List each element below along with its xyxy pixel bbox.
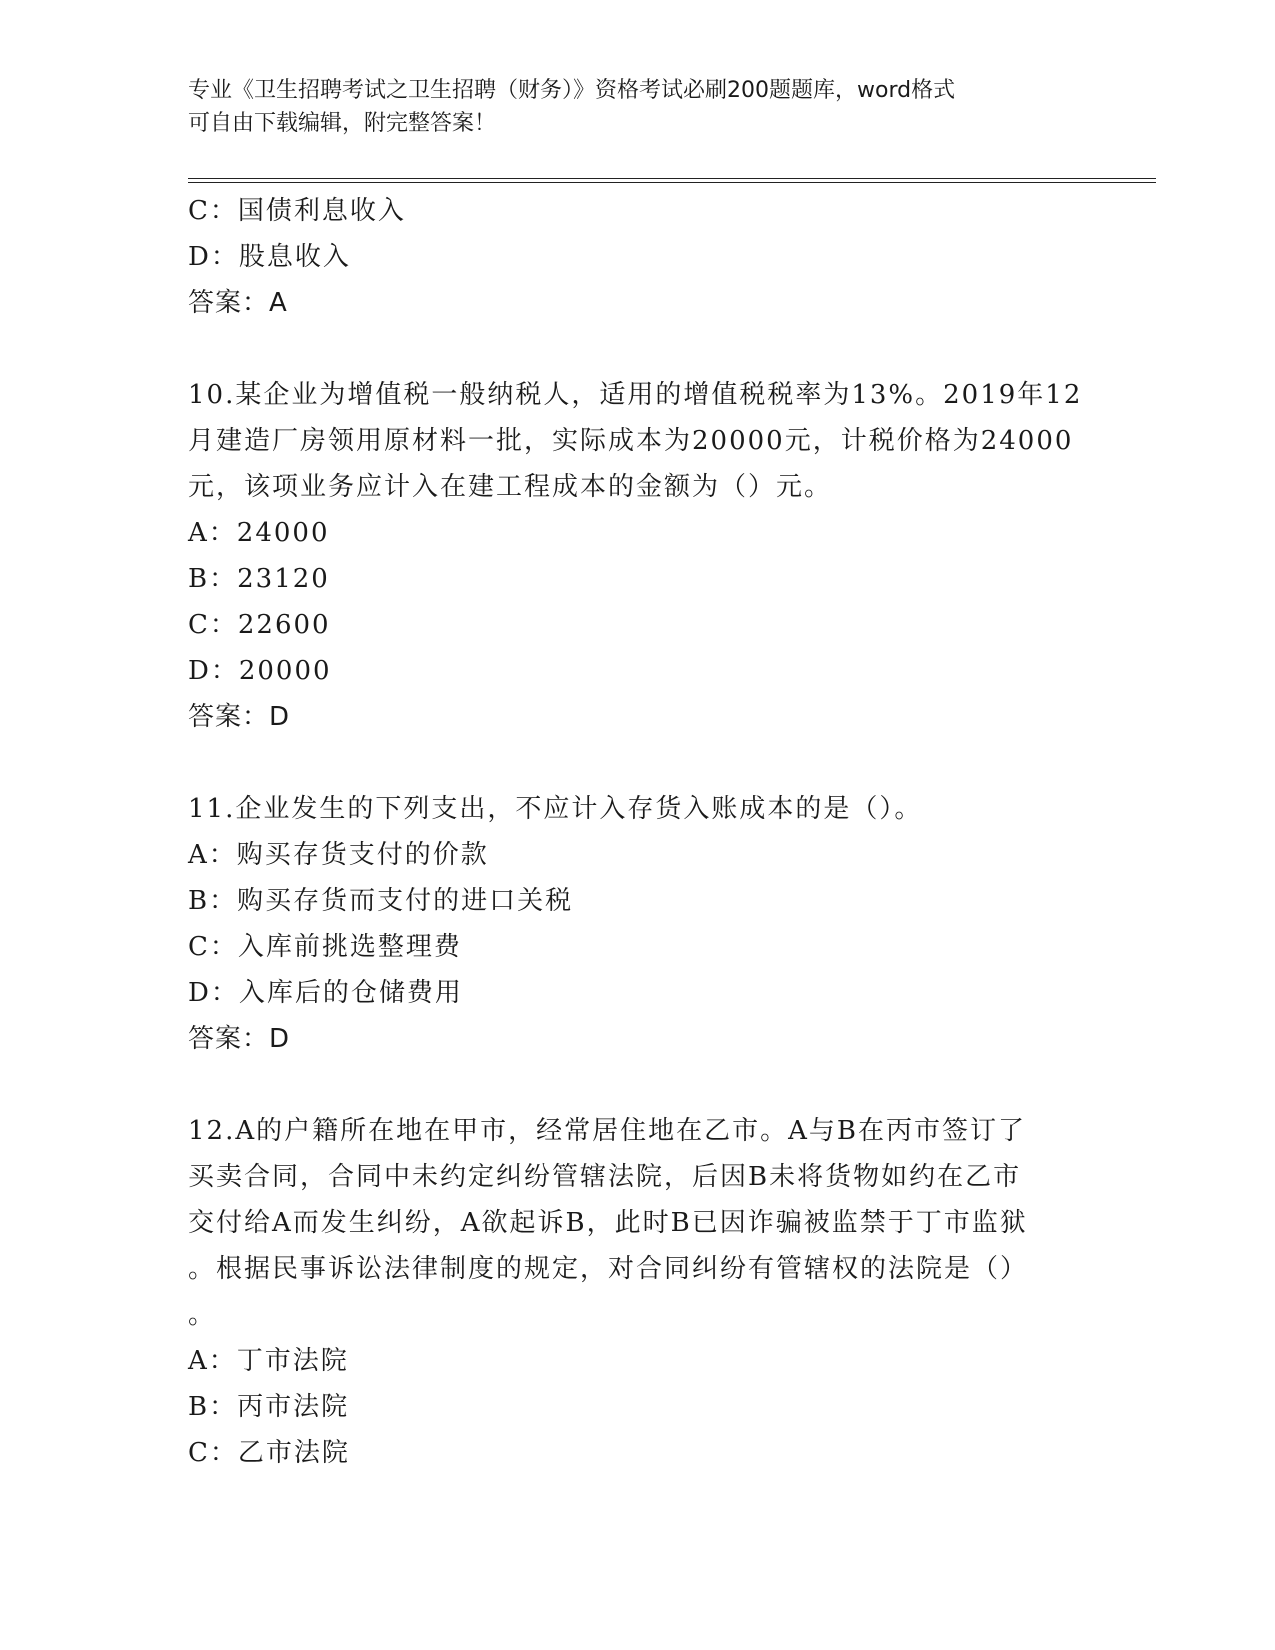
question-stem-line: 月建造厂房领用原材料一批，实际成本为20000元，计税价格为24000	[188, 426, 1074, 456]
option-a: A：丁市法院	[188, 1346, 349, 1376]
header-line-1: 专业《卫生招聘考试之卫生招聘（财务）》资格考试必刷200题题库，word格式	[188, 78, 956, 103]
answer-line: 答案：D	[188, 1024, 291, 1054]
option-c: C：22600	[188, 610, 331, 640]
question-stem-line: 。根据民事诉讼法律制度的规定，对合同纠纷有管辖权的法院是（）	[188, 1254, 1029, 1284]
question-10	[188, 372, 1088, 740]
question-stem-line: 12.A的户籍所在地在甲市，经常居住地在乙市。A与B在丙市签订了	[188, 1116, 1027, 1146]
option-b: B：23120	[188, 564, 330, 594]
question-content	[188, 188, 1088, 1476]
question-stem-line: 交付给A而发生纠纷，A欲起诉B，此时B已因诈骗被监禁于丁市监狱	[188, 1208, 1028, 1238]
answer-line: 答案：A	[188, 288, 288, 318]
answer-line: 答案：D	[188, 702, 291, 732]
prev-question	[188, 188, 1088, 326]
option-d: D：入库后的仓储费用	[188, 978, 463, 1008]
option-c: C：国债利息收入	[188, 196, 406, 226]
spacer	[188, 326, 1088, 372]
option-d: D：20000	[188, 656, 332, 686]
option-a: A：24000	[188, 518, 330, 548]
question-12	[188, 1108, 1088, 1476]
spacer	[188, 740, 1088, 786]
question-stem-line: 11.企业发生的下列支出，不应计入存货入账成本的是（）。	[188, 794, 923, 824]
header-divider	[188, 178, 1156, 183]
question-stem-line: 买卖合同，合同中未约定纠纷管辖法院，后因B未将货物如约在乙市	[188, 1162, 1022, 1192]
option-a: A：购买存货支付的价款	[188, 840, 489, 870]
spacer	[188, 1062, 1088, 1108]
option-b: B：丙市法院	[188, 1392, 350, 1422]
option-d: D：股息收入	[188, 242, 351, 272]
question-stem-line: 。	[188, 1300, 217, 1330]
header-line-2: 可自由下载编辑，附完整答案！	[188, 111, 497, 136]
question-stem-line: 元，该项业务应计入在建工程成本的金额为（）元。	[188, 472, 833, 502]
question-stem-line: 10.某企业为增值税一般纳税人，适用的增值税税率为13%。2019年12	[188, 380, 1083, 410]
option-c: C：乙市法院	[188, 1438, 350, 1468]
question-11	[188, 786, 1088, 1062]
option-c: C：入库前挑选整理费	[188, 932, 462, 962]
option-b: B：购买存货而支付的进口关税	[188, 886, 574, 916]
document-header	[188, 74, 1068, 140]
